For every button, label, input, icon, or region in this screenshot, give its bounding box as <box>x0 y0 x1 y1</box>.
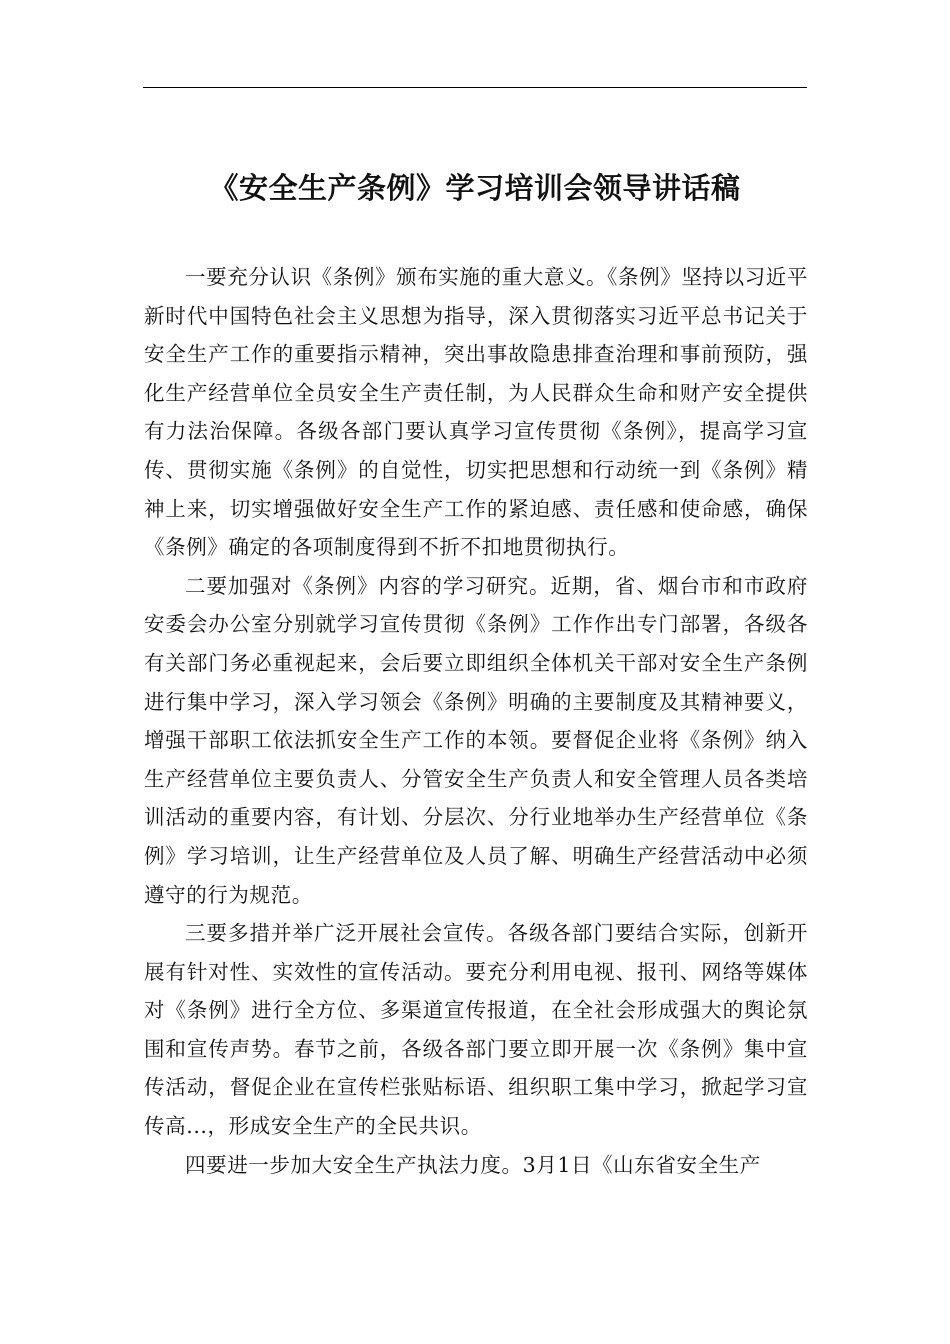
paragraph-2: 二要加强对《条例》内容的学习研究。近期，省、烟台市和市政府安委会办公室分别就学习宣传贯彻《条例》工作作出专门部署，各级各有关部门务必重视起来，会后要立即组织全体机关干部对安全生产条例进行集中学习，深入学习领会《条例》明确的主要制度及其精神要义，增强干部职工依法抓安全生产工作的本领。要督促企业将《条例》纳入生产经营单位主要负责人、分管安全生产负责人和安全管理人员各类培训活动的重要内容，有计划、分层次、分行业地举办生产经营单位《条例》学习培训，让生产经营单位及人员了解、明确生产经营活动中必须遵守的行为规范。 <box>144 573 808 907</box>
paragraph-3: 三要多措并举广泛开展社会宣传。各级各部门要结合实际，创新开展有针对性、实效性的宣传活动。要充分利用电视、报刊、网络等媒体对《条例》进行全方位、多渠道宣传报道，在全社会形成强大的舆论氛围和宣传声势。春节之前，各级各部门要立即开展一次《条例》集中宣传活动，督促企业在宣传栏张贴标语、组织职工集中学习，掀起学习宣传高...，形成安全生产的全民共识。 <box>144 921 808 1139</box>
paragraph-4: 四要进一步加大安全生产执法力度。3月1日《山东省安全生产 <box>185 1152 761 1177</box>
document-title: 《安全生产条例》学习培训会领导讲话稿 <box>209 171 741 205</box>
paragraph-1: 一要充分认识《条例》颁布实施的重大意义。《条例》坚持以习近平新时代中国特色社会主义思想为指导，深入贯彻落实习近平总书记关于安全生产工作的重要指示精神，突出事故隐患排查治理和事前预防，强化生产经营单位全员安全生产责任制，为人民群众生命和财产安全提供有力法治保障。各级各部门要认真学习宣传贯彻《条例》，提高学习宣传、贯彻实施《条例》的自觉性，切实把思想和行动统一到《条例》精神上来，切实增强做好安全生产工作的紧迫感、责任感和使命感，确保《条例》确定的各项制度得到不折不扣地贯彻执行。 <box>144 265 808 560</box>
document-body <box>144 258 808 1184</box>
header-rule <box>143 87 807 88</box>
